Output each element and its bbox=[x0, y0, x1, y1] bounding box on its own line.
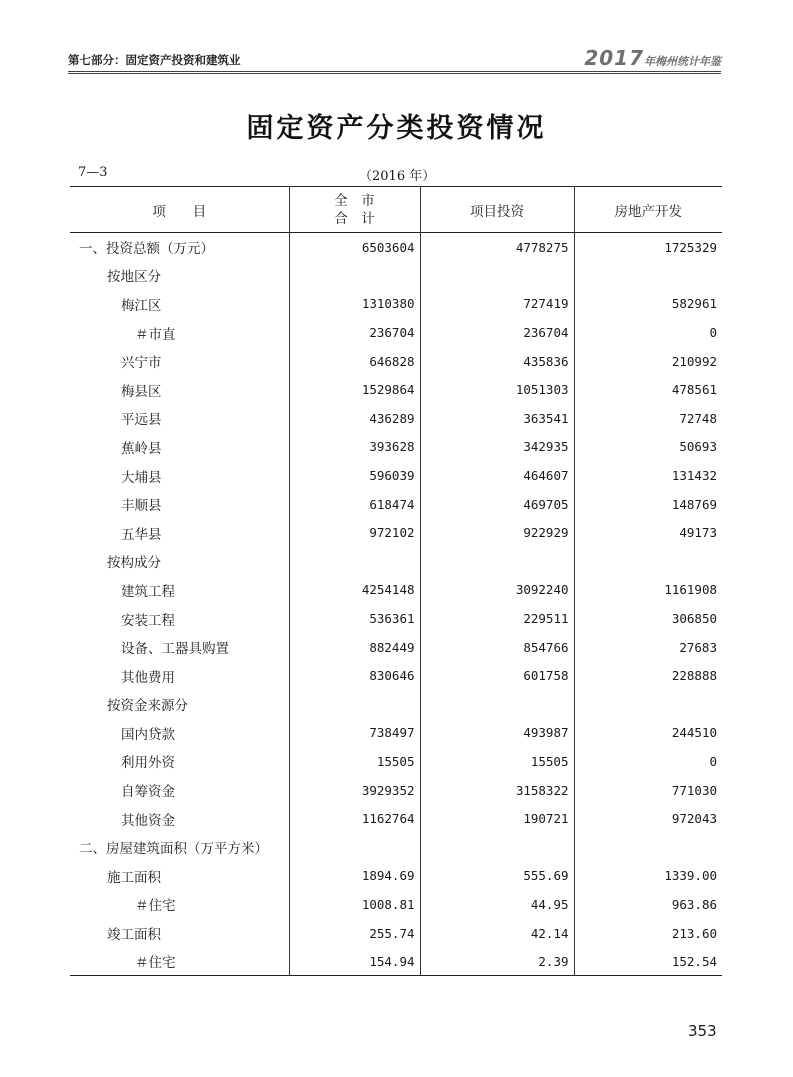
table-row bbox=[70, 375, 722, 404]
table-row bbox=[70, 404, 722, 433]
cell-project: 236704 bbox=[420, 318, 574, 347]
row-label: ＃住宅 bbox=[135, 898, 176, 915]
cell-total bbox=[289, 833, 420, 862]
cell-project: 190721 bbox=[420, 804, 574, 833]
cell-realestate: 1725329 bbox=[574, 233, 722, 262]
cell-total: 882449 bbox=[289, 633, 420, 662]
cell-total: 830646 bbox=[289, 661, 420, 690]
table-row bbox=[70, 633, 722, 662]
table-row bbox=[70, 518, 722, 547]
cell-total: 436289 bbox=[289, 404, 420, 433]
column-header-item: 项 目 bbox=[152, 203, 207, 220]
table-row bbox=[70, 318, 722, 347]
row-label: 其他费用 bbox=[121, 669, 175, 686]
total-header-line2: 合 计 bbox=[334, 210, 375, 227]
row-label: 梅江区 bbox=[121, 297, 162, 314]
row-label: 五华县 bbox=[121, 526, 162, 543]
cell-project: 922929 bbox=[420, 518, 574, 547]
cell-project: 854766 bbox=[420, 633, 574, 662]
cell-project bbox=[420, 547, 574, 576]
cell-realestate: 152.54 bbox=[574, 947, 722, 976]
cell-realestate: 27683 bbox=[574, 633, 722, 662]
cell-realestate: 210992 bbox=[574, 347, 722, 376]
cell-realestate: 0 bbox=[574, 747, 722, 776]
row-label: 施工面积 bbox=[107, 869, 161, 886]
cell-project: 1051303 bbox=[420, 375, 574, 404]
row-label: 梅县区 bbox=[121, 383, 162, 400]
section-title: 第七部分：固定资产投资和建筑业 bbox=[68, 53, 241, 67]
table-code: 7—3 bbox=[78, 165, 108, 180]
cell-total: 1894.69 bbox=[289, 862, 420, 891]
yearbook-text: 年梅州统计年鉴 bbox=[644, 55, 721, 68]
page-title: 固定资产分类投资情况 bbox=[246, 113, 547, 144]
cell-total: 236704 bbox=[289, 318, 420, 347]
cell-total bbox=[289, 547, 420, 576]
table-row bbox=[70, 604, 722, 633]
cell-project: 15505 bbox=[420, 747, 574, 776]
row-label: 设备、工器具购置 bbox=[121, 641, 229, 658]
cell-total: 3929352 bbox=[289, 776, 420, 805]
table-row bbox=[70, 547, 722, 576]
cell-realestate bbox=[574, 690, 722, 719]
cell-realestate bbox=[574, 261, 722, 290]
table-header-row bbox=[70, 187, 722, 233]
cell-project: 3158322 bbox=[420, 776, 574, 805]
row-label: ＃住宅 bbox=[70, 947, 289, 976]
cell-project: 601758 bbox=[420, 661, 574, 690]
table-row bbox=[70, 747, 722, 776]
row-label: 按资金来源分 bbox=[107, 698, 188, 715]
table-row bbox=[70, 461, 722, 490]
cell-project: 2.39 bbox=[420, 947, 574, 976]
table-row bbox=[70, 347, 722, 376]
cell-total bbox=[289, 261, 420, 290]
cell-realestate: 148769 bbox=[574, 490, 722, 519]
cell-realestate: 244510 bbox=[574, 719, 722, 748]
total-header-line1: 全 市 bbox=[334, 192, 375, 209]
table-row bbox=[70, 576, 722, 605]
row-label: 兴宁市 bbox=[121, 355, 162, 372]
cell-total: 618474 bbox=[289, 490, 420, 519]
cell-total: 393628 bbox=[289, 433, 420, 462]
table-row bbox=[70, 719, 722, 748]
cell-total: 255.74 bbox=[289, 919, 420, 948]
cell-project: 342935 bbox=[420, 433, 574, 462]
cell-project: 493987 bbox=[420, 719, 574, 748]
cell-total: 1529864 bbox=[289, 375, 420, 404]
cell-realestate bbox=[574, 833, 722, 862]
cell-project: 229511 bbox=[420, 604, 574, 633]
cell-total bbox=[289, 690, 420, 719]
cell-total: 646828 bbox=[289, 347, 420, 376]
cell-realestate: 50693 bbox=[574, 433, 722, 462]
table-row bbox=[70, 833, 722, 862]
cell-project: 469705 bbox=[420, 490, 574, 519]
table-row bbox=[70, 804, 722, 833]
table-row bbox=[70, 261, 722, 290]
cell-total: 6503604 bbox=[289, 233, 420, 262]
cell-realestate: 213.60 bbox=[574, 919, 722, 948]
row-label: 其他资金 bbox=[121, 812, 175, 829]
row-label: ＃市直 bbox=[135, 326, 176, 343]
header-rule-thick bbox=[68, 73, 721, 74]
cell-project: 435836 bbox=[420, 347, 574, 376]
cell-realestate: 131432 bbox=[574, 461, 722, 490]
row-label: 平远县 bbox=[121, 412, 162, 429]
cell-realestate: 306850 bbox=[574, 604, 722, 633]
cell-project: 727419 bbox=[420, 290, 574, 319]
page-number: 353 bbox=[688, 1022, 717, 1040]
cell-total: 738497 bbox=[289, 719, 420, 748]
cell-project bbox=[420, 690, 574, 719]
cell-realestate: 72748 bbox=[574, 404, 722, 433]
page-header bbox=[68, 44, 721, 74]
row-label: 安装工程 bbox=[121, 612, 175, 629]
table-row bbox=[70, 776, 722, 805]
column-header-project: 项目投资 bbox=[420, 187, 574, 233]
cell-project: 555.69 bbox=[420, 862, 574, 891]
table-row bbox=[70, 233, 722, 262]
row-label: 一、投资总额（万元） bbox=[79, 241, 214, 258]
investment-table bbox=[70, 186, 722, 976]
cell-realestate: 963.86 bbox=[574, 890, 722, 919]
year-note: （2016 年） bbox=[359, 169, 436, 184]
column-header-realestate: 房地产开发 bbox=[574, 187, 722, 233]
column-header-total bbox=[289, 187, 420, 233]
row-label: 二、房屋建筑面积（万平方米） bbox=[79, 841, 268, 858]
table-row bbox=[70, 290, 722, 319]
table-row bbox=[70, 433, 722, 462]
table-row bbox=[70, 947, 722, 976]
row-label: 利用外资 bbox=[121, 755, 175, 772]
cell-realestate: 228888 bbox=[574, 661, 722, 690]
table-row bbox=[70, 919, 722, 948]
row-label: 蕉岭县 bbox=[121, 440, 162, 457]
cell-project bbox=[420, 833, 574, 862]
row-label: 大埔县 bbox=[121, 469, 162, 486]
cell-total: 1310380 bbox=[289, 290, 420, 319]
table-row bbox=[70, 661, 722, 690]
row-label: 国内贷款 bbox=[121, 726, 175, 743]
cell-project bbox=[420, 261, 574, 290]
cell-realestate: 582961 bbox=[574, 290, 722, 319]
total-header-stack bbox=[334, 192, 375, 228]
row-label: 按地区分 bbox=[107, 269, 161, 286]
cell-realestate: 771030 bbox=[574, 776, 722, 805]
row-label: 丰顺县 bbox=[121, 498, 162, 515]
cell-realestate: 972043 bbox=[574, 804, 722, 833]
yearbook-title bbox=[584, 46, 721, 70]
cell-total: 4254148 bbox=[289, 576, 420, 605]
cell-total: 536361 bbox=[289, 604, 420, 633]
cell-realestate bbox=[574, 547, 722, 576]
table-row bbox=[70, 890, 722, 919]
cell-realestate: 478561 bbox=[574, 375, 722, 404]
row-label: 自筹资金 bbox=[121, 784, 175, 801]
cell-total: 15505 bbox=[289, 747, 420, 776]
row-label: 建筑工程 bbox=[121, 583, 175, 600]
cell-project: 363541 bbox=[420, 404, 574, 433]
table-row bbox=[70, 490, 722, 519]
table-row bbox=[70, 862, 722, 891]
cell-total: 1008.81 bbox=[289, 890, 420, 919]
cell-project: 42.14 bbox=[420, 919, 574, 948]
cell-project: 4778275 bbox=[420, 233, 574, 262]
cell-project: 44.95 bbox=[420, 890, 574, 919]
cell-realestate: 0 bbox=[574, 318, 722, 347]
cell-total: 1162764 bbox=[289, 804, 420, 833]
cell-project: 464607 bbox=[420, 461, 574, 490]
cell-total: 154.94 bbox=[289, 947, 420, 976]
row-label: 竣工面积 bbox=[107, 927, 161, 944]
cell-realestate: 1161908 bbox=[574, 576, 722, 605]
cell-realestate: 49173 bbox=[574, 518, 722, 547]
header-rule bbox=[68, 71, 721, 72]
cell-project: 3092240 bbox=[420, 576, 574, 605]
yearbook-year: 2017 bbox=[584, 46, 644, 70]
row-label: 按构成分 bbox=[107, 555, 161, 572]
cell-total: 596039 bbox=[289, 461, 420, 490]
table-row bbox=[70, 690, 722, 719]
cell-total: 972102 bbox=[289, 518, 420, 547]
cell-realestate: 1339.00 bbox=[574, 862, 722, 891]
